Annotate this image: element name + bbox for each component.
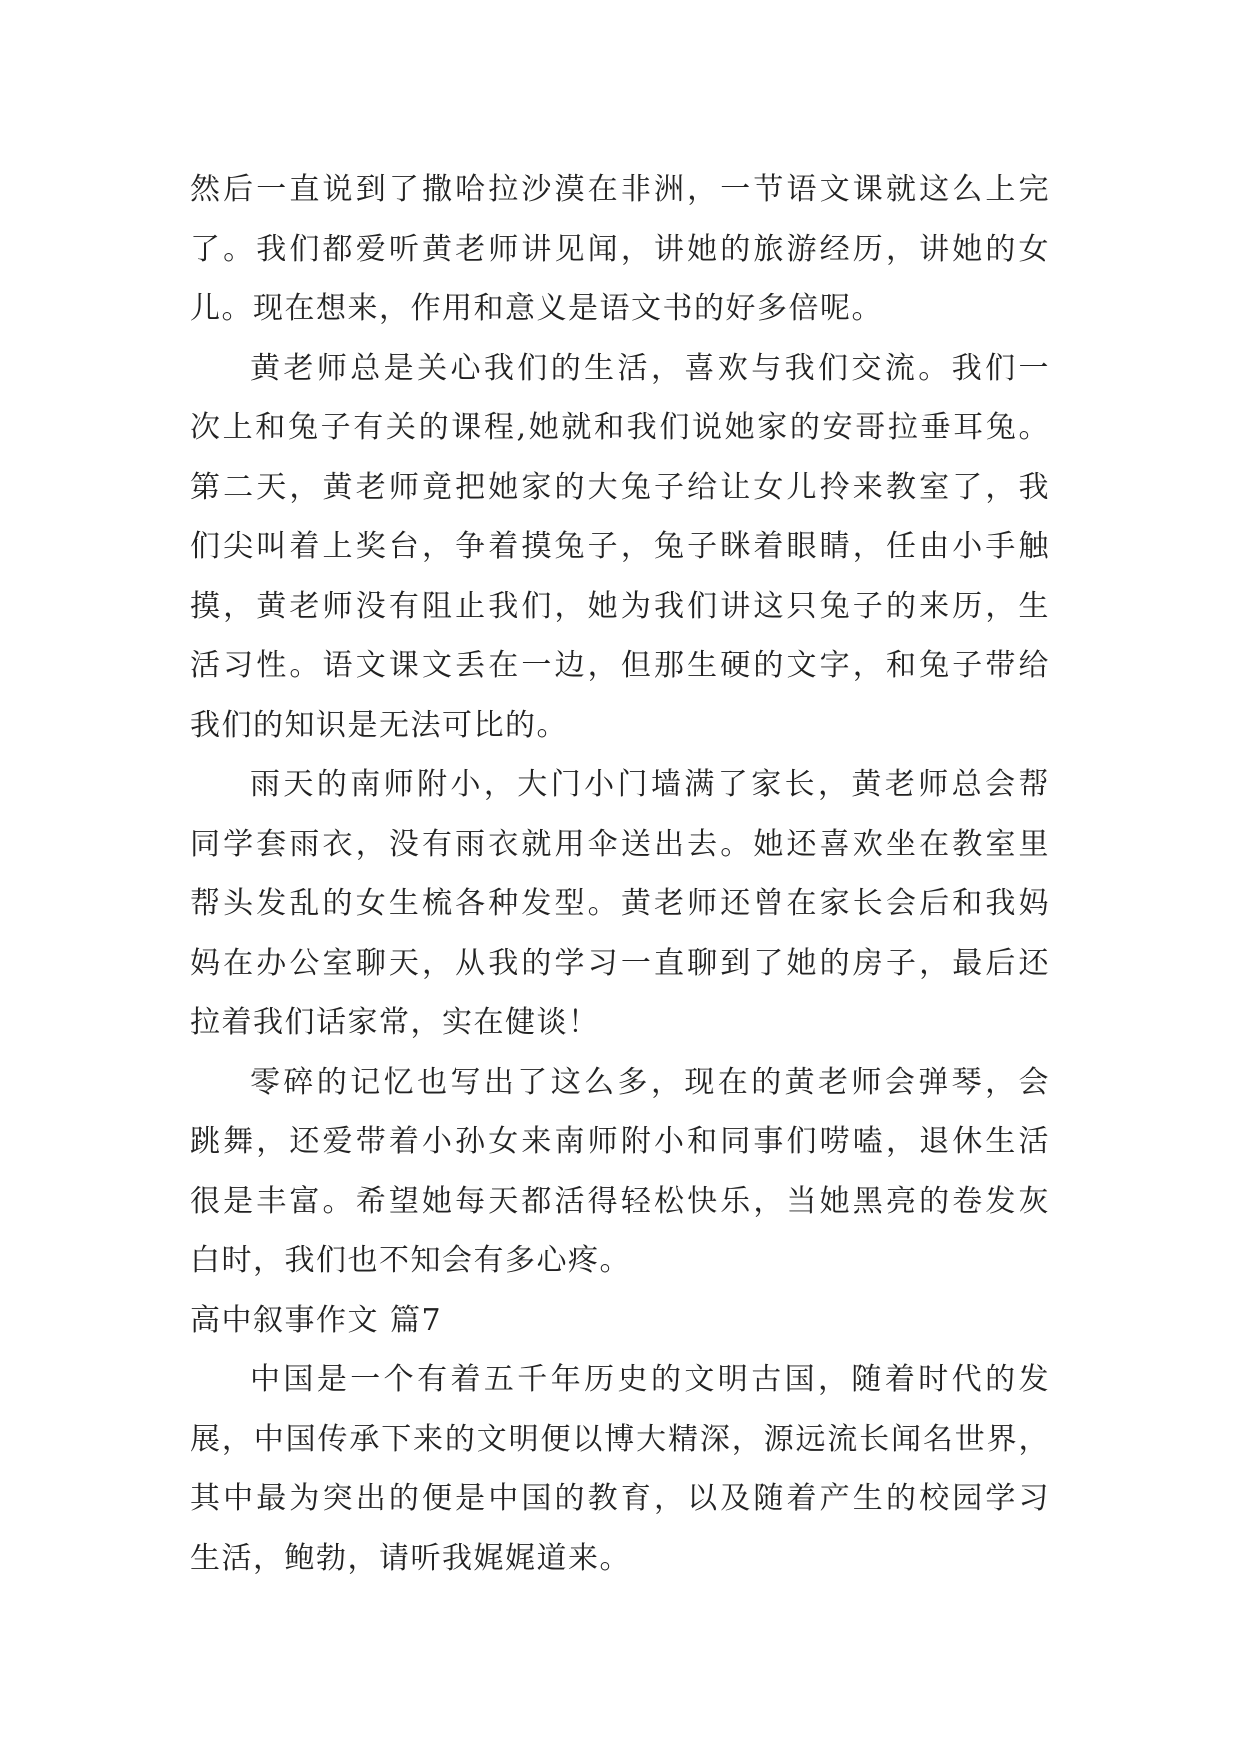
text-line: 很是丰富。希望她每天都活得轻松快乐，当她黑亮的卷发灰 <box>190 1183 1050 1219</box>
text-line: 我们的知识是无法可比的。 <box>190 707 568 743</box>
text-line: 了。我们都爱听黄老师讲见闻，讲她的旅游经历，讲她的女 <box>190 231 1050 267</box>
text-line: 摸，黄老师没有阻止我们，她为我们讲这只兔子的来历，生 <box>190 588 1050 624</box>
text-line: 妈在办公室聊天，从我的学习一直聊到了她的房子，最后还 <box>190 945 1050 981</box>
text-line: 次上和兔子有关的课程,她就和我们说她家的安哥拉垂耳兔。 <box>190 410 1050 445</box>
text-line: 中国是一个有着五千年历史的文明古国，随着时代的发 <box>250 1362 1050 1397</box>
text-line: 生活，鲍勃，请听我娓娓道来。 <box>190 1540 631 1576</box>
text-line: 雨天的南师附小，大门小门墙满了家长，黄老师总会帮 <box>250 767 1050 802</box>
text-line: 拉着我们话家常，实在健谈！ <box>190 1005 600 1040</box>
text-line: 活习性。语文课文丢在一边，但那生硬的文字，和兔子带给 <box>190 648 1050 683</box>
text-line: 儿。现在想来，作用和意义是语文书的好多倍呢。 <box>190 291 883 326</box>
text-line: 黄老师总是关心我们的生活，喜欢与我们交流。我们一 <box>250 350 1050 386</box>
text-line: 其中最为突出的便是中国的教育，以及随着产生的校园学习 <box>190 1481 1050 1516</box>
paragraph-4 <box>190 1053 1050 1291</box>
text-line: 同学套雨衣，没有雨衣就用伞送出去。她还喜欢坐在教室里 <box>190 826 1050 862</box>
paragraph-3 <box>190 755 1050 1053</box>
text-line: 展，中国传承下来的文明便以博大精深，源远流长闻名世界， <box>190 1421 1050 1457</box>
section-heading: 高中叙事作文 篇7 <box>190 1302 443 1338</box>
text-line: 帮头发乱的女生梳各种发型。黄老师还曾在家长会后和我妈 <box>190 886 1050 921</box>
text-line: 们尖叫着上奖台，争着摸兔子，兔子眯着眼睛，任由小手触 <box>190 529 1050 564</box>
paragraph-5 <box>190 1350 1050 1588</box>
text-line: 然后一直说到了撒哈拉沙漠在非洲，一节语文课就这么上完 <box>190 172 1050 207</box>
document-body <box>190 160 1050 1588</box>
text-line: 零碎的记忆也写出了这么多，现在的黄老师会弹琴，会 <box>250 1064 1050 1100</box>
text-line: 白时，我们也不知会有多心疼。 <box>190 1243 631 1278</box>
text-line: 第二天，黄老师竟把她家的大兔子给让女儿拎来教室了，我 <box>190 469 1050 505</box>
paragraph-1 <box>190 160 1050 339</box>
text-line: 跳舞，还爱带着小孙女来南师附小和同事们唠嗑，退休生活 <box>190 1124 1050 1159</box>
paragraph-2 <box>190 339 1050 756</box>
